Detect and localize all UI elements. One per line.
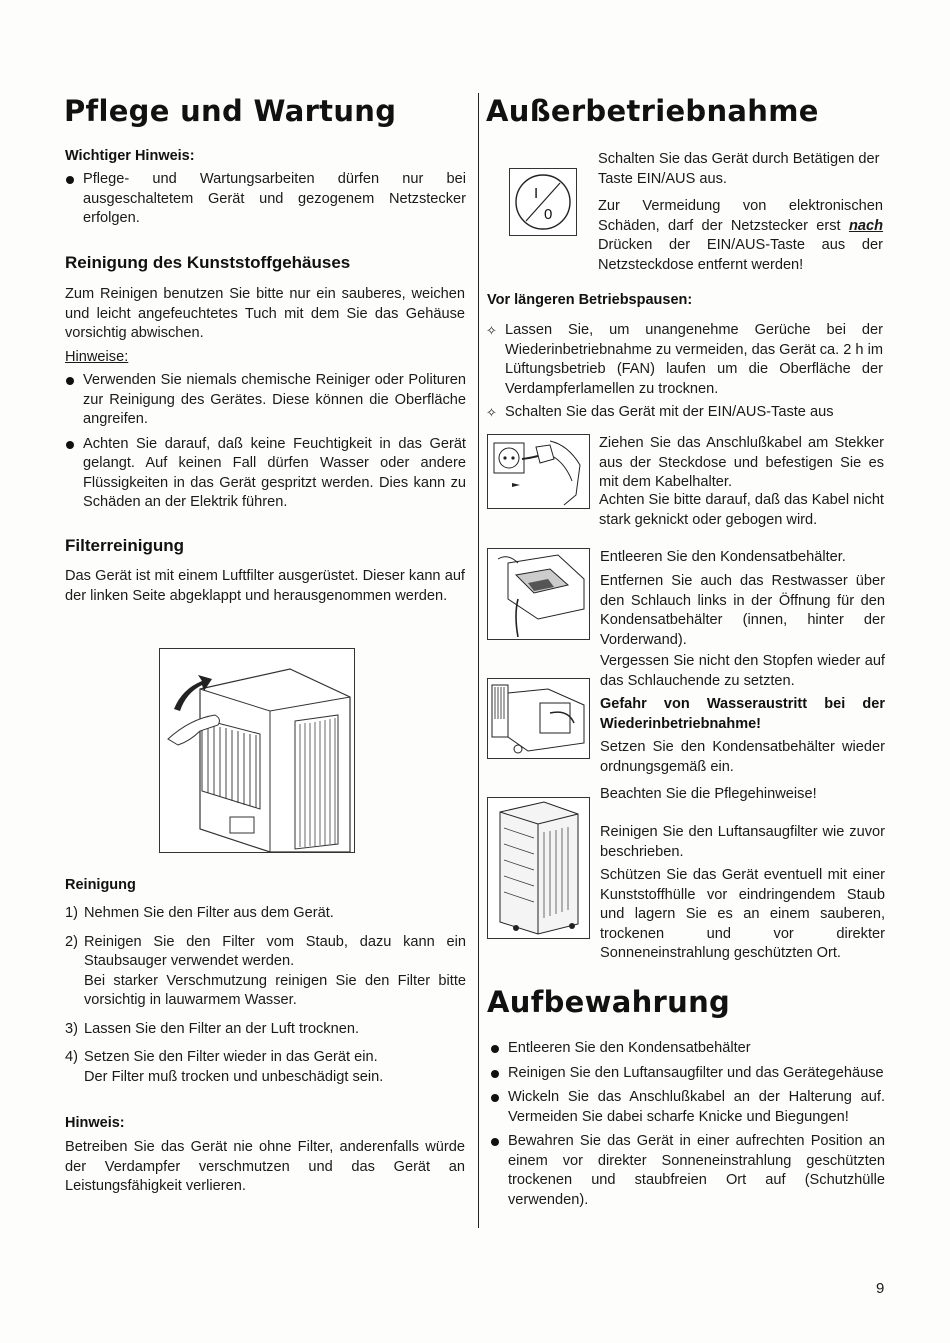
cleaning-step-2	[65, 933, 466, 1011]
tank-text-5: Beachten Sie die Pflegehinweise!	[600, 786, 817, 802]
tank-warning: Gefahr von Wasseraustritt bei der Wiederinbetriebnahme!	[600, 696, 885, 732]
important-list	[64, 170, 466, 234]
hose-plug-illustration	[487, 678, 590, 759]
housing-text: Zum Reinigen benutzen Sie bitte nur ein sauberes, weichen und leicht angefeuchtetes Tuch mit dem Sie das Gehäuse vorsichtig abwischen.	[65, 286, 465, 341]
storage-bullet-4: Bewahren Sie das Gerät in einer aufrechten Position an einem vor direkter Sonneneinstrahlung geschützten trockenen und staubfreien Ort auf (Schutzhülle verwenden).	[489, 1132, 885, 1210]
filter-heading: Filterreinigung	[65, 536, 184, 555]
protective-cover-icon	[488, 798, 589, 938]
pause-item-text: Schalten Sie das Gerät mit der EIN/AUS-Taste aus	[505, 404, 834, 420]
pause-list	[486, 321, 883, 427]
tank-text-4: Setzen Sie den Kondensatbehälter wieder ordnungsgemäß ein.	[600, 739, 885, 775]
cover-illustration	[487, 797, 590, 939]
housing-heading: Reinigung des Kunststoffgehäuses	[65, 253, 351, 272]
step-text: Nehmen Sie den Filter aus dem Gerät.	[84, 905, 334, 921]
diamond-icon: ✧	[486, 323, 497, 338]
switch-text-2b: nach	[848, 217, 884, 234]
tank-text-1: Entleeren Sie den Kondensatbehälter.	[600, 549, 846, 565]
plug-text-1: Ziehen Sie das Anschlußkabel am Stekker aus der Steckdose und befestigen Sie es mit dem Kabelhalter.	[599, 435, 884, 490]
title-aufbewahrung: Aufbewahrung	[487, 985, 731, 1019]
air-conditioner-image	[160, 649, 354, 852]
pause-item-2	[486, 403, 883, 423]
drain-tank-illustration	[487, 548, 590, 640]
storage-bullet-2: Reinigen Sie den Luftansaugfilter und das Gerätegehäuse	[489, 1064, 885, 1084]
important-bullet: Pflege- und Wartungsarbeiten dürfen nur bei ausgeschaltetem Gerät und gezogenem Netzstecker erfolgen.	[64, 170, 466, 229]
storage-bullet-3: Wickeln Sie das Anschlußkabel an der Halterung auf. Vermeiden Sie dabei scharfe Knicke und Biegungen!	[489, 1088, 885, 1127]
diamond-icon: ✧	[486, 405, 497, 420]
step-number: 1)	[65, 905, 78, 921]
tank-text-2: Entfernen Sie auch das Restwasser über den Schlauch links in der Öffnung für den Kondensatbehälter (innen, hinter der Vorderwand).	[600, 573, 885, 648]
storage-bullet-1: Entleeren Sie den Kondensatbehälter	[489, 1039, 885, 1059]
power-switch-icon	[510, 169, 576, 235]
housing-notes-label: Hinweise:	[65, 349, 129, 365]
water-tank-icon	[488, 549, 589, 639]
tank-text-3: Vergessen Sie nicht den Stopfen wieder auf das Schlauchende zu setzten.	[600, 653, 885, 689]
switch-text-2c: Drücken der EIN/AUS-Taste aus der Netzsteckdose entfernt werden!	[598, 237, 883, 273]
important-heading: Wichtiger Hinweis:	[65, 148, 195, 164]
step-text: Reinigen Sie den Filter vom Staub, dazu kann ein Staubsauger verwendet werden.	[84, 933, 466, 969]
page-number: 9	[876, 1280, 885, 1297]
hint-text: Betreiben Sie das Gerät nie ohne Filter, anderenfalls würde der Verdampfer verschmutzen und das Gerät an Leistungsfähigkeit verlieren.	[65, 1139, 465, 1194]
pause-item-1	[486, 321, 883, 399]
filter-text: Das Gerät ist mit einem Luftfilter ausgerüstet. Dieser kann auf der linken Seite abgeklappt und herausgenommen werden.	[65, 568, 465, 604]
step-text: Lassen Sie den Filter an der Luft trocknen.	[84, 1020, 360, 1037]
hose-icon	[488, 679, 589, 758]
off-symbol: 0	[544, 206, 553, 223]
on-symbol: I	[534, 185, 539, 202]
filter-removal-illustration	[159, 648, 355, 853]
title-ausserbetriebnahme: Außerbetriebnahme	[486, 94, 819, 128]
housing-bullet-2: Achten Sie darauf, daß keine Feuchtigkeit in das Gerät gelangt. Auf keinen Fall dürfen Wasser oder andere Flüssigkeiten in das Gerät gespritzt werden. Dies kann zu Schäden an der Elektrik führen.	[64, 435, 466, 513]
hint-heading: Hinweis:	[65, 1115, 125, 1131]
step-extra: Der Filter muß trocken und unbeschädigt sein.	[84, 1068, 384, 1085]
title-pflege-und-wartung: Pflege und Wartung	[64, 94, 397, 128]
housing-notes-list	[64, 371, 466, 518]
pause-item-text: Lassen Sie, um unangenehme Gerüche bei der Wiederinbetriebnahme zu vermeiden, das Gerät ca. 2 h im Lüftungsbetrieb (FAN) laufen um die Oberfläche der Verdampferlamellen zu trocknen.	[505, 322, 883, 397]
pause-heading: Vor längeren Betriebspausen:	[487, 292, 693, 308]
switch-text-2	[598, 197, 883, 275]
cover-text-2: Schützen Sie das Gerät eventuell mit einer Kunststoffhülle vor eindringendem Staub und lagern Sie es an einem sauberen, trockenen und vor direkter Sonneneinstrahlung geschützten Ort.	[600, 867, 885, 961]
cleaning-steps	[65, 904, 466, 1096]
switch-text-1: Schalten Sie das Gerät durch Betätigen der Taste EIN/AUS aus.	[598, 151, 880, 187]
on-off-switch-illustration	[509, 168, 577, 236]
unplug-illustration	[487, 434, 590, 509]
cleaning-step-4	[65, 1048, 466, 1087]
column-divider	[478, 93, 479, 1228]
cleaning-step-3	[65, 1020, 466, 1040]
step-number: 2)	[65, 933, 78, 950]
step-number: 4)	[65, 1049, 78, 1065]
cleaning-heading: Reinigung	[65, 877, 136, 893]
cleaning-step-1	[65, 904, 466, 924]
storage-list	[489, 1039, 885, 1215]
plug-icon	[488, 435, 589, 508]
step-text: Setzen Sie den Filter wieder in das Gerät ein.	[84, 1049, 378, 1065]
housing-bullet-1: Verwenden Sie niemals chemische Reiniger oder Polituren zur Reinigung des Gerätes. Diese können die Oberfläche angreifen.	[64, 371, 466, 430]
switch-text-2a: Zur Vermeidung von elektronischen Schäden, darf der Netzstecker erst	[598, 198, 883, 234]
step-number: 3)	[65, 1020, 78, 1037]
plug-text-2: Achten Sie bitte darauf, daß das Kabel nicht stark geknickt oder gebogen wird.	[599, 492, 884, 528]
step-extra: Bei starker Verschmutzung reinigen Sie den Filter bitte vorsichtig in lauwarmem Wasser.	[84, 972, 466, 1008]
cover-text-1: Reinigen Sie den Luftansaugfilter wie zuvor beschrieben.	[600, 824, 885, 860]
